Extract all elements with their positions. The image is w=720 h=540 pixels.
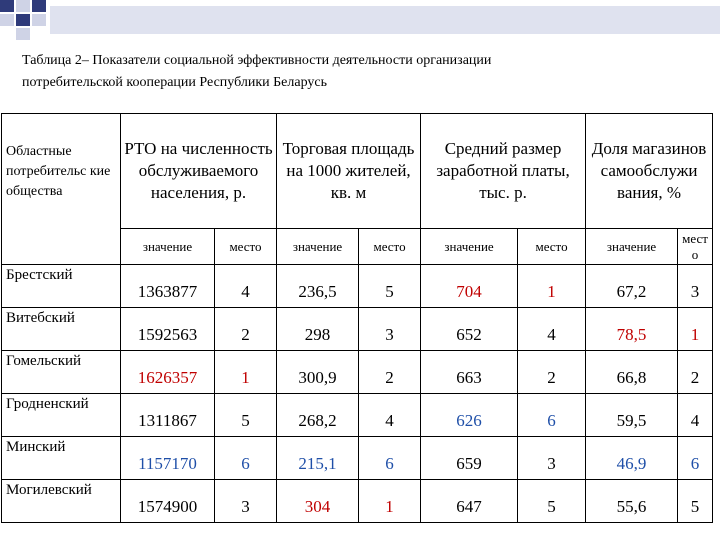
- value-cell: 304: [277, 480, 359, 523]
- deco-square: [16, 0, 30, 12]
- deco-square: [16, 14, 30, 26]
- subheader-value: значение: [586, 229, 678, 265]
- place-cell: 6: [359, 437, 421, 480]
- header-rto: РТО на численность обслуживаемого населения, р.: [121, 114, 277, 229]
- place-cell: 2: [215, 308, 277, 351]
- place-cell: 3: [359, 308, 421, 351]
- region-name: Гомельский: [2, 351, 121, 394]
- table-row: [2, 265, 713, 308]
- place-cell: 3: [215, 480, 277, 523]
- deco-square: [32, 14, 46, 26]
- caption-line-2: потребительской кооперации Республики Беларусь: [22, 75, 328, 90]
- place-cell: 6: [678, 437, 713, 480]
- value-cell: 1592563: [121, 308, 215, 351]
- value-cell: 78,5: [586, 308, 678, 351]
- subheader-place-part1: мест: [682, 230, 708, 246]
- subheader-place-last: [678, 229, 713, 265]
- place-cell: 5: [215, 394, 277, 437]
- value-cell: 46,9: [586, 437, 678, 480]
- place-cell: 4: [678, 394, 713, 437]
- value-cell: 215,1: [277, 437, 359, 480]
- table-caption: [22, 50, 702, 94]
- deco-square: [0, 14, 14, 26]
- place-cell: 1: [215, 351, 277, 394]
- subheader-place: место: [215, 229, 277, 265]
- place-cell: 1: [678, 308, 713, 351]
- header-area: Торговая площадь на 1000 жителей, кв. м: [277, 114, 421, 229]
- place-cell: 1: [359, 480, 421, 523]
- place-cell: 3: [518, 437, 586, 480]
- place-cell: 6: [518, 394, 586, 437]
- value-cell: 1157170: [121, 437, 215, 480]
- header-salary: Средний размер заработной платы, тыс. р.: [421, 114, 586, 229]
- place-cell: 4: [518, 308, 586, 351]
- subheader-value: значение: [421, 229, 518, 265]
- value-cell: 1363877: [121, 265, 215, 308]
- value-cell: 652: [421, 308, 518, 351]
- place-cell: 2: [359, 351, 421, 394]
- value-cell: 1626357: [121, 351, 215, 394]
- region-name: Витебский: [2, 308, 121, 351]
- subheader-value: значение: [277, 229, 359, 265]
- deco-square: [32, 0, 46, 12]
- value-cell: 1311867: [121, 394, 215, 437]
- region-name: Гродненский: [2, 394, 121, 437]
- caption-line-1: Таблица 2– Показатели социальной эффективности деятельности организации: [22, 53, 492, 68]
- efficiency-table: [1, 113, 713, 523]
- place-cell: 4: [215, 265, 277, 308]
- value-cell: 663: [421, 351, 518, 394]
- value-cell: 66,8: [586, 351, 678, 394]
- table-row: [2, 480, 713, 523]
- subheader-place-part2: о: [691, 246, 699, 262]
- value-cell: 659: [421, 437, 518, 480]
- table-row: [2, 394, 713, 437]
- region-name: Минский: [2, 437, 121, 480]
- deco-square: [0, 0, 14, 12]
- place-cell: 3: [678, 265, 713, 308]
- value-cell: 268,2: [277, 394, 359, 437]
- value-cell: 298: [277, 308, 359, 351]
- value-cell: 300,9: [277, 351, 359, 394]
- place-cell: 5: [678, 480, 713, 523]
- place-cell: 6: [215, 437, 277, 480]
- place-cell: 2: [518, 351, 586, 394]
- table-row: [2, 308, 713, 351]
- value-cell: 704: [421, 265, 518, 308]
- region-name: Могилевский: [2, 480, 121, 523]
- place-cell: 5: [359, 265, 421, 308]
- subheader-value: значение: [121, 229, 215, 265]
- corner-decoration: [0, 0, 720, 40]
- header-selfservice: Доля магазинов самообслужи вания, %: [586, 114, 713, 229]
- value-cell: 626: [421, 394, 518, 437]
- place-cell: 2: [678, 351, 713, 394]
- value-cell: 647: [421, 480, 518, 523]
- subheader-place: место: [359, 229, 421, 265]
- place-cell: 5: [518, 480, 586, 523]
- table-row: [2, 351, 713, 394]
- place-cell: 1: [518, 265, 586, 308]
- value-cell: 236,5: [277, 265, 359, 308]
- place-cell: 4: [359, 394, 421, 437]
- value-cell: 1574900: [121, 480, 215, 523]
- value-cell: 67,2: [586, 265, 678, 308]
- header-region: Областные потребительс кие общества: [2, 114, 121, 265]
- table-row: [2, 437, 713, 480]
- subheader-place: место: [518, 229, 586, 265]
- region-name: Брестский: [2, 265, 121, 308]
- deco-bar: [50, 6, 720, 34]
- value-cell: 55,6: [586, 480, 678, 523]
- value-cell: 59,5: [586, 394, 678, 437]
- deco-square: [16, 28, 30, 40]
